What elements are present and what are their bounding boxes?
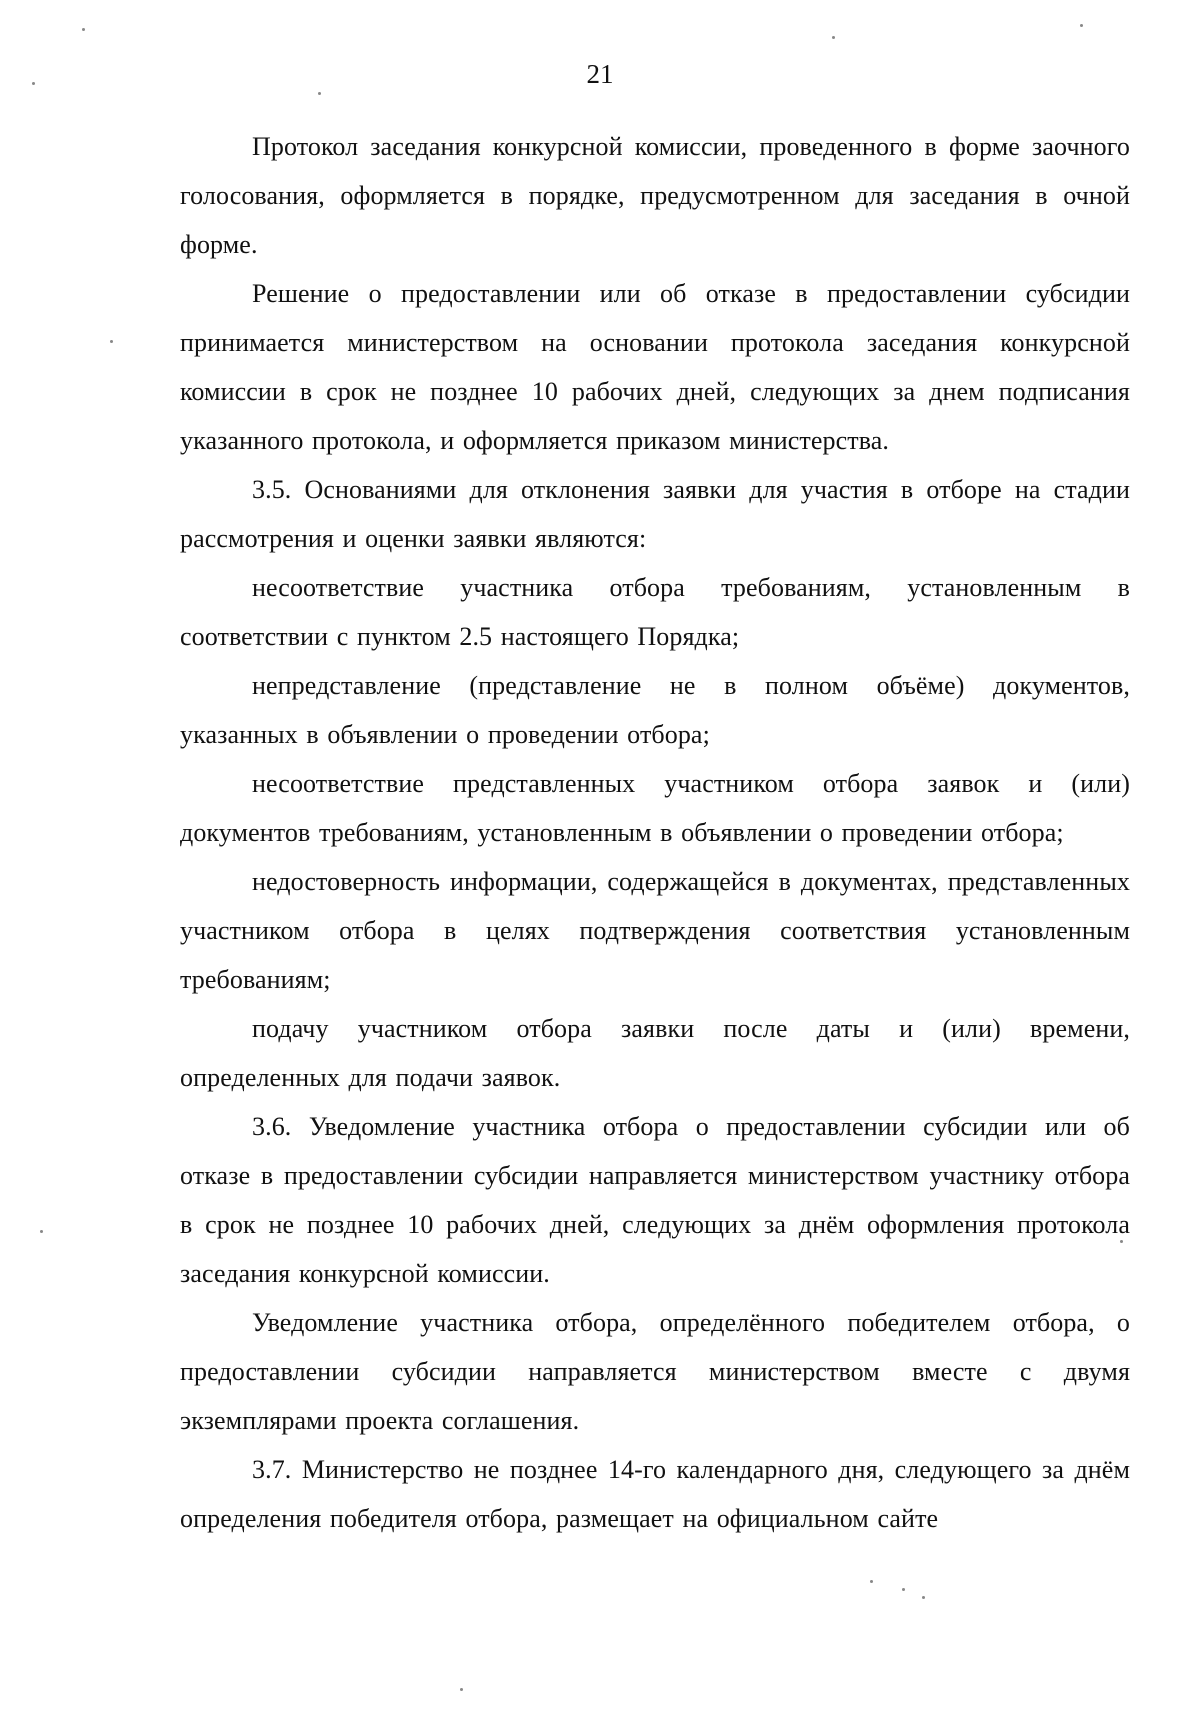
scan-speck [922, 1596, 925, 1599]
paragraph-decision: Решение о предоставлении или об отказе в предоставлении субсидии принимается министерством на основании протокола заседания конкурсной комиссии в срок не позднее 10 рабочих дней, следующих за днем подписания указанного протокола, и оформляется приказом министерства. [180, 279, 1130, 455]
list-item-noncompliance: несоответствие участника отбора требованиям, установленным в соответствии с пунктом 2.5 настоящего Порядка; [180, 573, 1130, 651]
scan-speck [32, 82, 35, 85]
list-item-nonsubmission: непредставление (представление не в полном объёме) документов, указанных в объявлении о проведении отбора; [180, 671, 1130, 749]
scan-speck [832, 36, 835, 39]
document-body [180, 122, 1130, 1543]
list-item-late-submission: подачу участником отбора заявки после даты и (или) времени, определенных для подачи заявок. [180, 1014, 1130, 1092]
scan-speck [82, 28, 85, 31]
scan-speck [110, 340, 113, 343]
paragraph-winner-notice: Уведомление участника отбора, определённого победителем отбора, о предоставлении субсидии направляется министерством вместе с двумя экземплярами проекта соглашения. [180, 1308, 1130, 1435]
paragraph-3-5: 3.5. Основаниями для отклонения заявки для участия в отборе на стадии рассмотрения и оценки заявки являются: [180, 475, 1130, 553]
scan-speck [1120, 1240, 1123, 1243]
paragraph-3-7: 3.7. Министерство не позднее 14-го календарного дня, следующего за днём определения победителя отбора, размещает на официальном сайте [180, 1455, 1130, 1533]
list-item-unreliable-info: недостоверность информации, содержащейся в документах, представленных участником отбора в целях подтверждения соответствия установленным требованиям; [180, 867, 1130, 994]
scan-speck [40, 1230, 43, 1233]
scan-speck [460, 1688, 463, 1691]
paragraph-3-6: 3.6. Уведомление участника отбора о предоставлении субсидии или об отказе в предоставлении субсидии направляется министерством участнику отбора в срок не позднее 10 рабочих дней, следующих за днём оформления протокола заседания конкурсной комиссии. [180, 1112, 1130, 1288]
list-item-documents-mismatch: несоответствие представленных участником отбора заявок и (или) документов требованиям, установленным в объявлении о проведении отбора; [180, 769, 1130, 847]
page-number: 21 [586, 59, 614, 89]
paragraph-protocol-absentee: Протокол заседания конкурсной комиссии, проведенного в форме заочного голосования, оформляется в порядке, предусмотренном для заседания в очной форме. [180, 132, 1130, 259]
scan-speck [318, 92, 321, 95]
scan-speck [870, 1580, 873, 1583]
scan-speck [902, 1588, 905, 1591]
scan-speck [1080, 24, 1083, 27]
